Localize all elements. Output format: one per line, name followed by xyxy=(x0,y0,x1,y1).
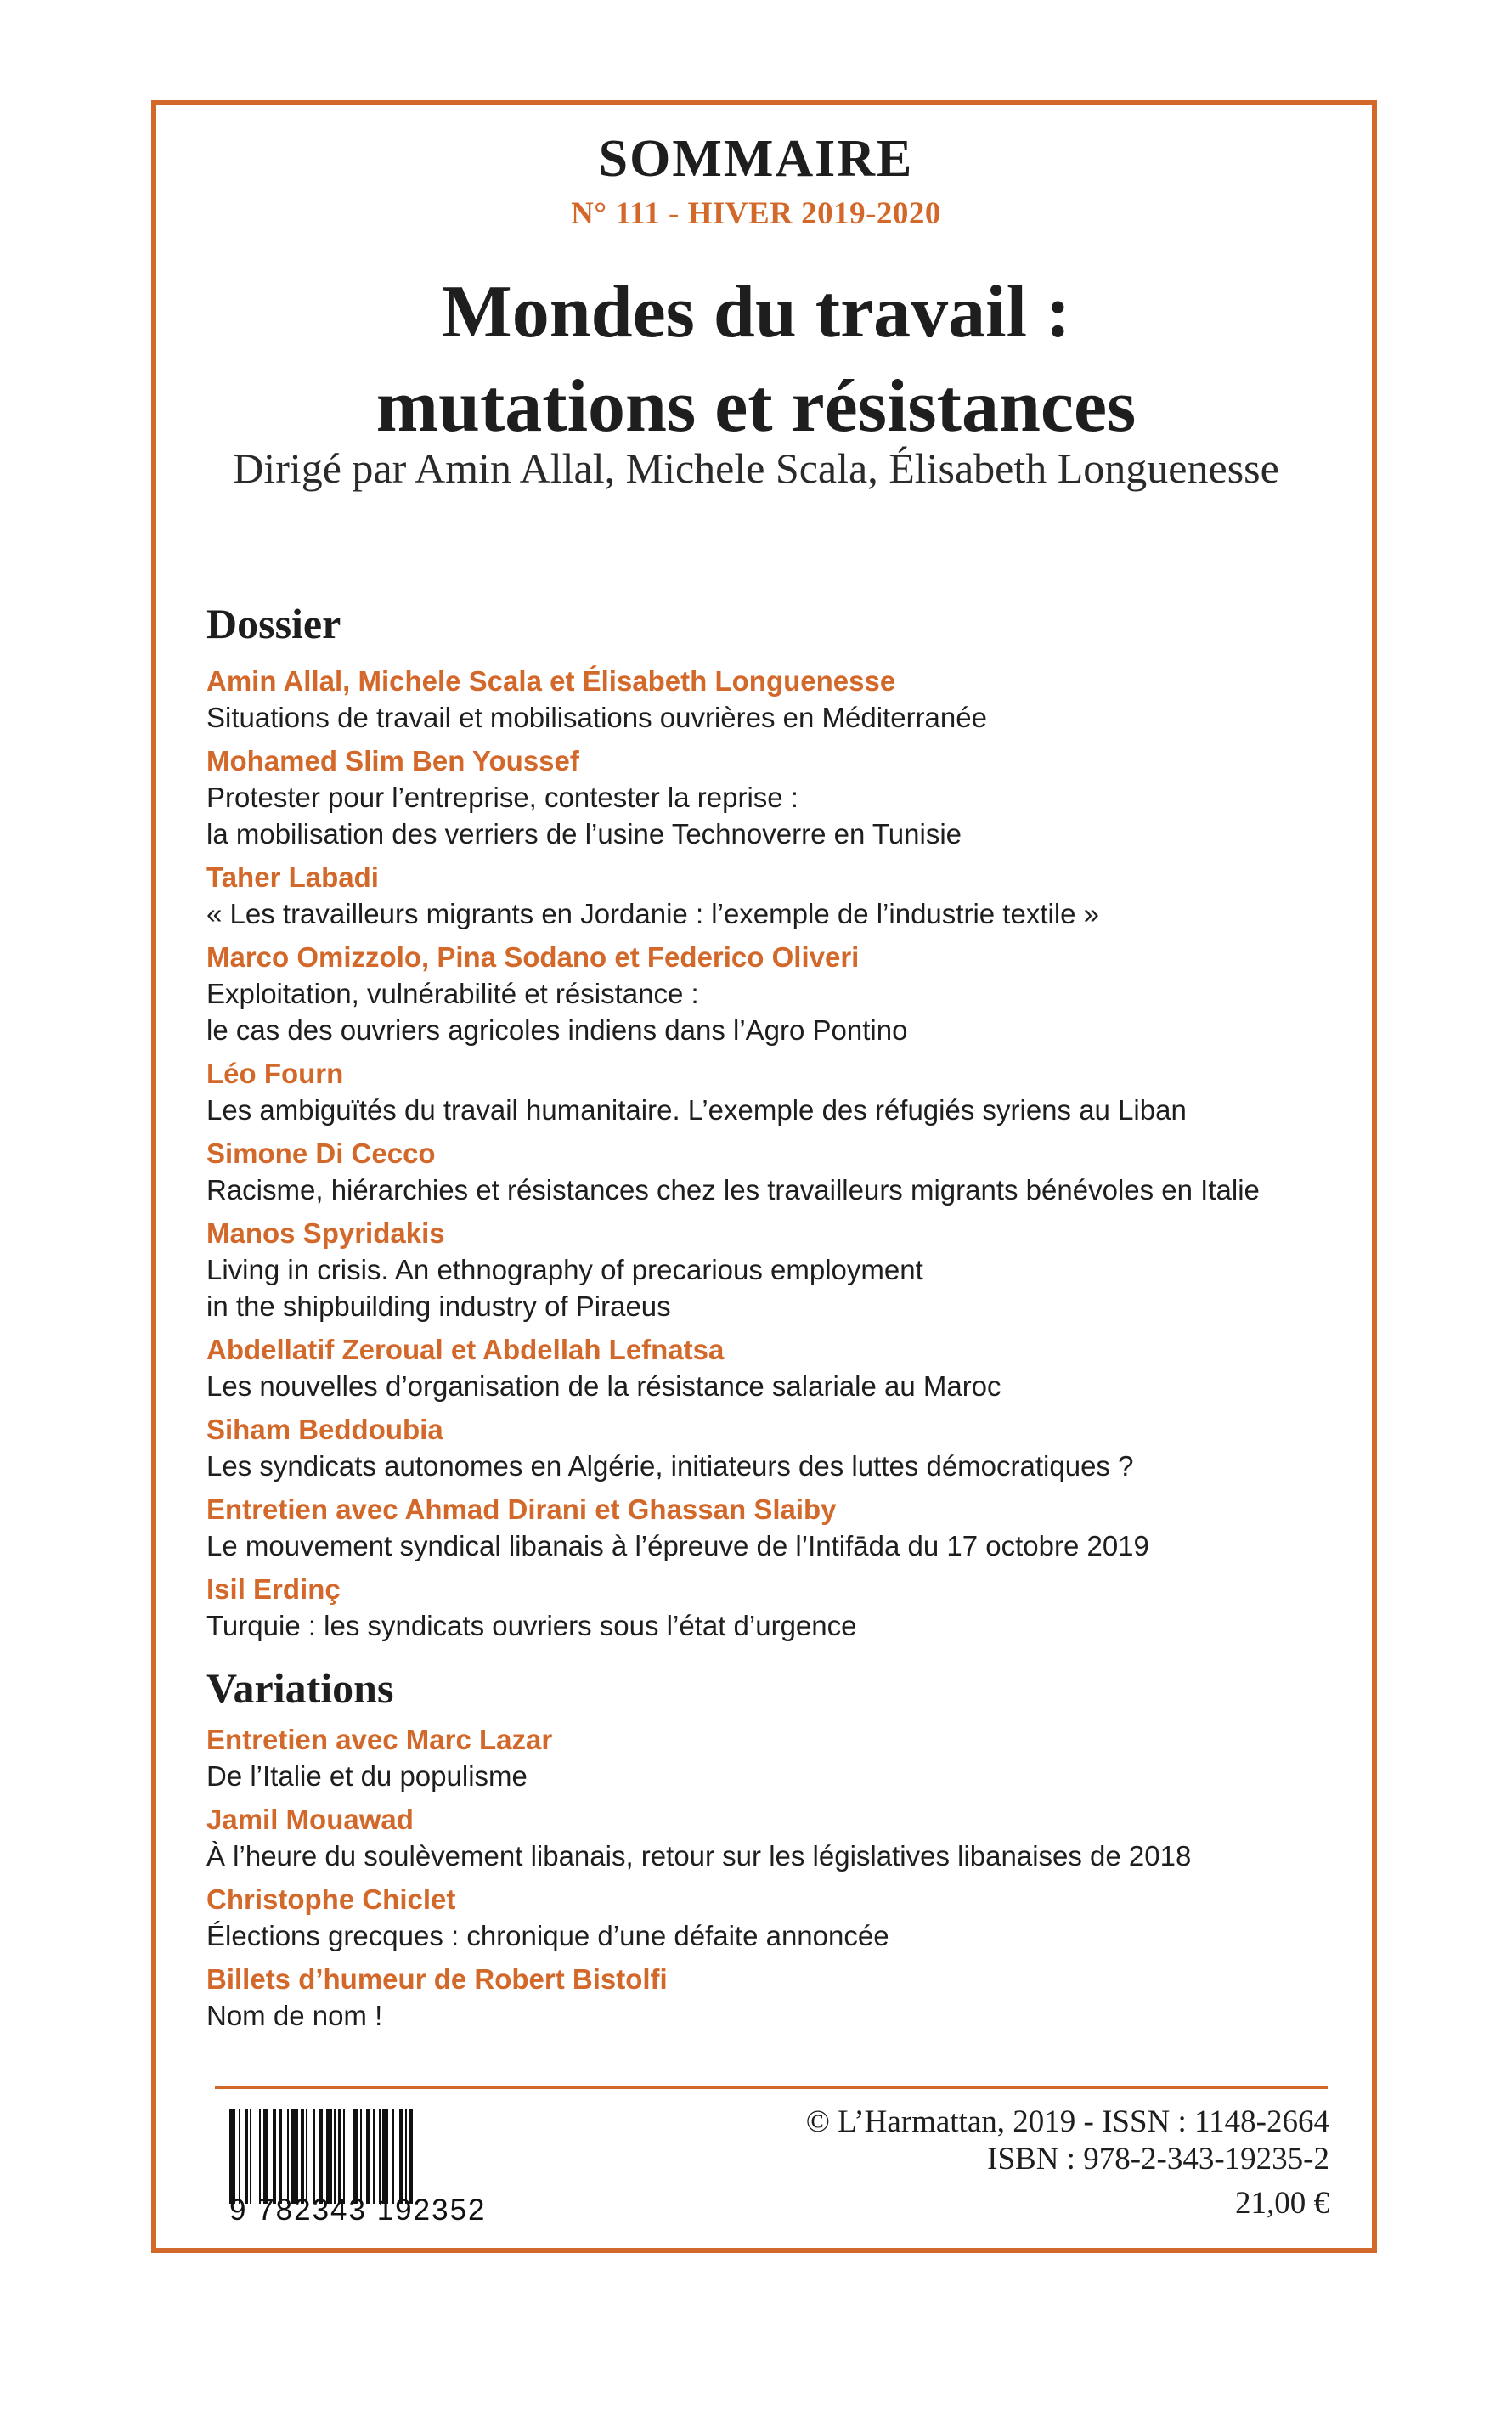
isbn-line: ISBN : 978-2-343-19235-2 xyxy=(987,2142,1329,2177)
toc-article-title: À l’heure du soulèvement libanais, retour sur les législatives libanaises de 2018 xyxy=(206,1840,1192,1872)
toc-entry xyxy=(206,1411,1328,1484)
toc-article-title: De l’Italie et du populisme xyxy=(206,1760,528,1792)
barcode-bar xyxy=(338,2109,341,2204)
toc-article-title: la mobilisation des verriers de l’usine Technoverre en Tunisie xyxy=(206,818,962,850)
price: 21,00 € xyxy=(1235,2186,1329,2221)
barcode-bar xyxy=(373,2109,375,2204)
toc-author: Taher Labadi xyxy=(206,861,379,893)
toc-article-title: « Les travailleurs migrants en Jordanie : l’exemple de l’industrie textile » xyxy=(206,898,1100,929)
barcode-bar xyxy=(250,2109,251,2204)
toc-entry xyxy=(206,1801,1328,1874)
barcode-bar xyxy=(353,2109,358,2204)
barcode-bar xyxy=(263,2109,269,2204)
toc-entry xyxy=(206,1491,1328,1564)
toc-article-title: Élections grecques : chronique d’une défaite annoncée xyxy=(206,1920,889,1951)
toc-article-title: Exploitation, vulnérabilité et résistance : xyxy=(206,978,699,1009)
toc-article-title: Les syndicats autonomes en Algérie, initiateurs des luttes démocratiques ? xyxy=(206,1450,1134,1482)
variations-list xyxy=(206,1721,1328,2041)
editors-line: Dirigé par Amin Allal, Michele Scala, Élisabeth Longuenesse xyxy=(233,444,1279,492)
barcode-bar xyxy=(382,2109,388,2204)
barcode-bar xyxy=(360,2109,362,2204)
toc-entry xyxy=(206,1961,1328,2034)
toc-article-title: Protester pour l’entreprise, contester la reprise : xyxy=(206,782,798,813)
barcode-bar xyxy=(301,2109,304,2204)
dossier-heading: Dossier xyxy=(206,600,341,647)
toc-author: Manos Spyridakis xyxy=(206,1217,445,1249)
issue-number: N° 111 - HIVER 2019-2020 xyxy=(571,196,941,231)
barcode-bar xyxy=(229,2109,235,2204)
toc-author: Entretien avec Ahmad Dirani et Ghassan Slaiby xyxy=(206,1493,837,1525)
toc-author: Marco Omizzolo, Pina Sodano et Federico Oliveri xyxy=(206,941,860,973)
toc-author: Isil Erdinç xyxy=(206,1573,341,1605)
toc-article-title: Racisme, hiérarchies et résistances chez les travailleurs migrants bénévoles en Italie xyxy=(206,1174,1260,1206)
toc-entry xyxy=(206,1881,1328,1954)
toc-author: Billets d’humeur de Robert Bistolfi xyxy=(206,1963,668,1995)
toc-entry xyxy=(206,859,1328,932)
toc-article-title: Nom de nom ! xyxy=(206,2000,383,2031)
toc-author: Simone Di Cecco xyxy=(206,1138,436,1169)
toc-author: Abdellatif Zeroual et Abdellah Lefnatsa xyxy=(206,1334,725,1365)
issue-title xyxy=(0,265,1512,454)
barcode-bar xyxy=(313,2109,315,2204)
footer-rule xyxy=(215,2086,1328,2089)
barcode-bar xyxy=(399,2109,403,2204)
toc-author: Siham Beddoubia xyxy=(206,1414,443,1445)
barcode-bar xyxy=(405,2109,407,2204)
toc-entry xyxy=(206,1135,1328,1208)
toc-article-title: Situations de travail et mobilisations ouvrières en Méditerranée xyxy=(206,702,987,733)
toc-article-title: le cas des ouvriers agricoles indiens dans l’Agro Pontino xyxy=(206,1014,908,1046)
barcode-bar xyxy=(326,2109,332,2204)
toc-entry xyxy=(206,1571,1328,1644)
barcode-bar xyxy=(334,2109,336,2204)
barcode-bar xyxy=(273,2109,276,2204)
toc-entry xyxy=(206,1331,1328,1404)
toc-entry xyxy=(206,1055,1328,1128)
barcode-bar xyxy=(366,2109,370,2204)
toc-entry xyxy=(206,939,1328,1048)
toc-article-title: Turquie : les syndicats ouvriers sous l’état d’urgence xyxy=(206,1610,857,1641)
toc-author: Léo Fourn xyxy=(206,1058,344,1089)
barcode-bar xyxy=(239,2109,240,2204)
toc-author: Jamil Mouawad xyxy=(206,1804,414,1835)
barcode-bar xyxy=(291,2109,299,2204)
barcode-bar xyxy=(319,2109,323,2204)
toc-author: Christophe Chiclet xyxy=(206,1883,456,1915)
barcode-bar xyxy=(279,2109,281,2204)
toc-author: Entretien avec Marc Lazar xyxy=(206,1724,553,1755)
toc-article-title: in the shipbuilding industry of Piraeus xyxy=(206,1290,671,1322)
barcode-bar xyxy=(343,2109,345,2204)
barcode-bar xyxy=(287,2109,289,2204)
barcode-bar xyxy=(392,2109,393,2204)
barcode-bar xyxy=(245,2109,248,2204)
title-line-2: mutations et résistances xyxy=(375,365,1137,448)
isbn-barcode xyxy=(229,2109,514,2227)
toc-entry xyxy=(206,1215,1328,1324)
toc-article-title: Le mouvement syndical libanais à l’épreuve de l’Intifāda du 17 octobre 2019 xyxy=(206,1530,1149,1561)
barcode-bar xyxy=(306,2109,307,2204)
toc-author: Mohamed Slim Ben Youssef xyxy=(206,745,579,776)
toc-article-title: Les ambiguïtés du travail humanitaire. L’exemple des réfugiés syriens au Liban xyxy=(206,1094,1187,1126)
toc-entry xyxy=(206,742,1328,852)
barcode-bar xyxy=(409,2109,412,2204)
copyright-line: © L’Harmattan, 2019 - ISSN : 1148-2664 xyxy=(805,2104,1329,2139)
toc-article-title: Les nouvelles d’organisation de la résistance salariale au Maroc xyxy=(206,1370,1001,1402)
barcode-digits: 9 782343 192352 xyxy=(229,2194,487,2227)
toc-article-title: Living in crisis. An ethnography of precarious employment xyxy=(206,1254,923,1285)
title-line-1: Mondes du travail : xyxy=(441,271,1071,353)
barcode-bar xyxy=(379,2109,381,2204)
toc-author: Amin Allal, Michele Scala et Élisabeth Longuenesse xyxy=(206,665,896,697)
dossier-list xyxy=(206,663,1328,1651)
barcode-bar xyxy=(259,2109,261,2204)
summary-heading: SOMMAIRE xyxy=(598,130,914,188)
toc-entry xyxy=(206,663,1328,736)
toc-entry xyxy=(206,1721,1328,1794)
variations-heading: Variations xyxy=(206,1664,394,1712)
